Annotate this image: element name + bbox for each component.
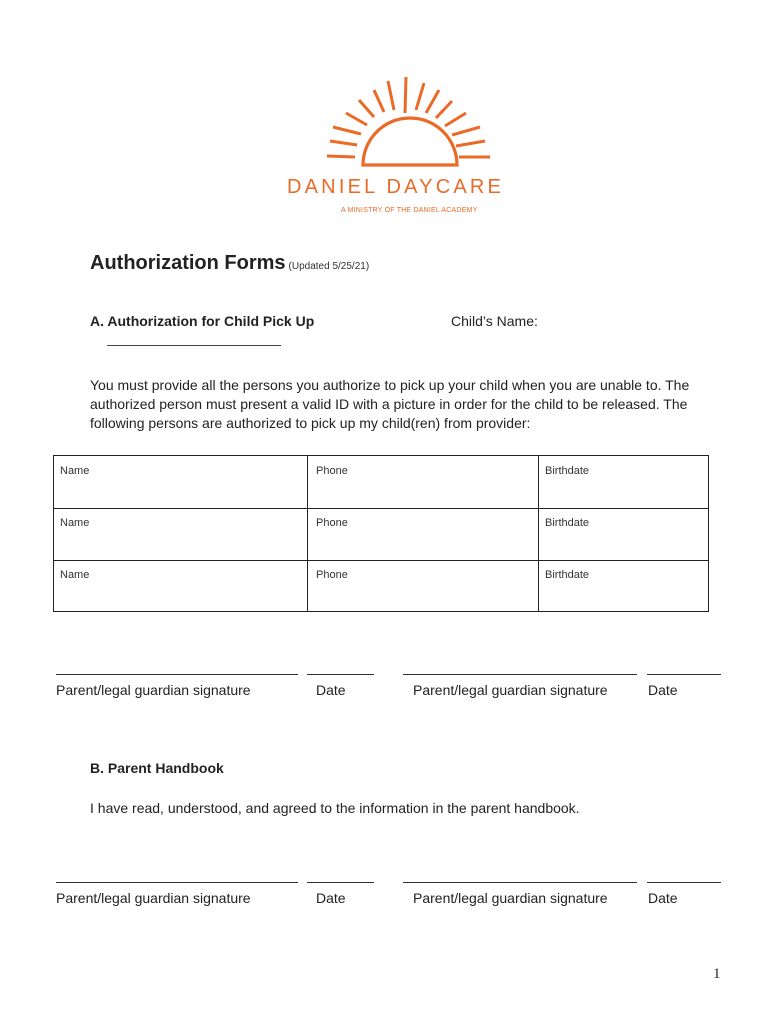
handbook-agreement-text: I have read, understood, and agreed to the information in the parent handbook. — [90, 800, 580, 816]
page-subtitle: (Updated 5/25/21) — [288, 261, 370, 272]
date-line[interactable] — [307, 882, 374, 883]
page-title-text: Authorization Forms — [90, 252, 286, 274]
date-line[interactable] — [647, 674, 721, 675]
phone-cell[interactable]: Phone — [316, 465, 348, 477]
brand-name: DANIEL DAYCARE — [287, 176, 505, 198]
pickup-instructions: You must provide all the persons you authorize to pick up your child when you are unable to. The authorized person must present a valid ID with a picture in order for the child to be released. The following persons are authorized to pick up my child(ren) from provider: — [90, 377, 690, 431]
birthdate-cell[interactable]: Birthdate — [545, 465, 590, 477]
guardian-signature-label: Parent/legal guardian signature — [413, 890, 608, 906]
child-name-label: Child’s Name: — [451, 313, 538, 329]
guardian-signature-line[interactable] — [403, 882, 637, 883]
table-row — [54, 456, 708, 508]
birthdate-cell[interactable]: Birthdate — [545, 517, 590, 529]
name-cell[interactable]: Name — [60, 569, 90, 581]
brand-tagline: A MINISTRY OF THE DANIEL ACADEMY — [341, 207, 478, 214]
phone-cell[interactable]: Phone — [316, 517, 348, 529]
guardian-signature-line[interactable] — [56, 882, 298, 883]
guardian-signature-label: Parent/legal guardian signature — [413, 682, 608, 698]
authorized-persons-table — [53, 455, 709, 612]
table-row — [54, 560, 708, 612]
page-title — [90, 252, 369, 275]
guardian-signature-label: Parent/legal guardian signature — [56, 890, 251, 906]
guardian-signature-line[interactable] — [56, 674, 298, 675]
date-label: Date — [316, 890, 346, 906]
name-cell[interactable]: Name — [60, 465, 90, 477]
section-a-title: A. Authorization for Child Pick Up — [90, 313, 315, 329]
table-row — [54, 508, 708, 560]
date-label: Date — [648, 890, 678, 906]
date-label: Date — [316, 682, 346, 698]
phone-cell[interactable]: Phone — [316, 569, 348, 581]
date-line[interactable] — [307, 674, 374, 675]
date-label: Date — [648, 682, 678, 698]
section-b-title: B. Parent Handbook — [90, 760, 224, 776]
guardian-signature-label: Parent/legal guardian signature — [56, 682, 251, 698]
date-line[interactable] — [647, 882, 721, 883]
name-cell[interactable]: Name — [60, 517, 90, 529]
guardian-signature-line[interactable] — [403, 674, 637, 675]
birthdate-cell[interactable]: Birthdate — [545, 569, 590, 581]
child-name-field[interactable] — [107, 345, 281, 346]
page-number: 1 — [713, 966, 721, 982]
